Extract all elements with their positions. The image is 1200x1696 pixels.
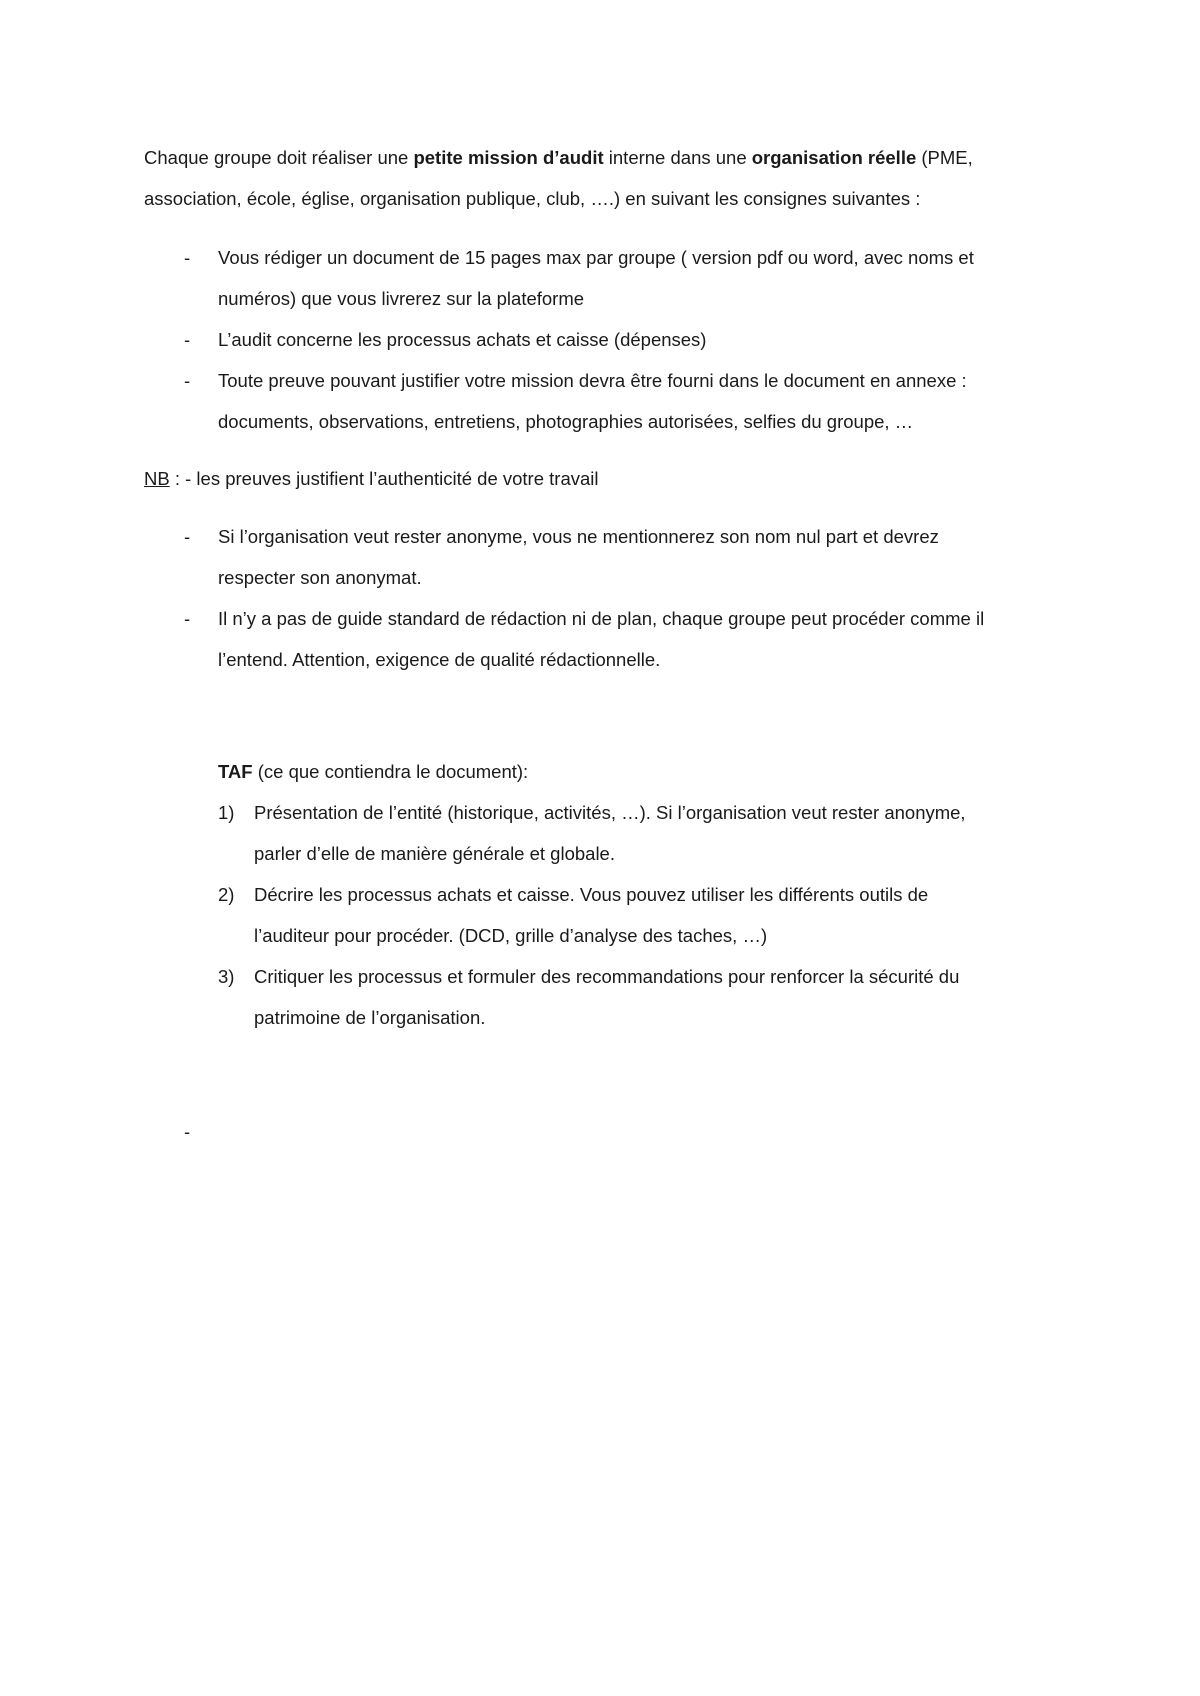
consigne-3-line-1: Toute preuve pouvant justifier votre mission devra être fourni dans le document en annexe : (218, 370, 967, 391)
consigne-3-line-2: documents, observations, entretiens, photographies autorisées, selfies du groupe, … (218, 411, 914, 432)
trailing-dash: - (184, 1121, 191, 1142)
consigne-1-line-1: Vous rédiger un document de 15 pages max par groupe ( version pdf ou word, avec noms et (218, 247, 974, 268)
bullet-dash: - (184, 247, 191, 268)
taf-item-number: 1) (218, 802, 235, 823)
taf-item-3-line-2: patrimoine de l’organisation. (254, 1007, 486, 1028)
consigne-1-line-2: numéros) que vous livrerez sur la plateforme (218, 288, 585, 309)
taf-heading (218, 763, 528, 782)
intro-emphasis-organisation: organisation réelle (751, 147, 917, 168)
bullet-dash: - (184, 370, 191, 391)
bullet-dash: - (184, 329, 191, 350)
taf-item-3-line-1: Critiquer les processus et formuler des recommandations pour renforcer la sécurité du (254, 966, 960, 987)
nb-item-1-line-1: Si l’organisation veut rester anonyme, vous ne mentionnerez son nom nul part et devrez (218, 526, 939, 547)
intro-line-2: association, école, église, organisation publique, club, ….) en suivant les consignes suivantes : (144, 188, 921, 209)
taf-item-1-line-2: parler d’elle de manière générale et globale. (254, 843, 615, 864)
intro-line-1 (144, 149, 973, 168)
nb-text: : - les preuves justifient l’authenticité de votre travail (169, 468, 599, 489)
consigne-2-line-1: L’audit concerne les processus achats et caisse (dépenses) (218, 329, 707, 350)
taf-item-2-line-1: Décrire les processus achats et caisse. Vous pouvez utiliser les différents outils de (254, 884, 929, 905)
nb-item-1-line-2: respecter son anonymat. (218, 567, 422, 588)
bullet-dash: - (184, 608, 191, 629)
nb-item-2-line-1: Il n’y a pas de guide standard de rédaction ni de plan, chaque groupe peut procéder comme il (218, 608, 985, 629)
nb-line (144, 470, 599, 489)
intro-emphasis-mission: petite mission d’audit (413, 147, 604, 168)
nb-label: NB (144, 468, 170, 489)
nb-item-2-line-2: l’entend. Attention, exigence de qualité rédactionnelle. (218, 649, 661, 670)
taf-title: TAF (218, 761, 253, 782)
taf-item-1-line-1: Présentation de l’entité (historique, activités, …). Si l’organisation veut rester anonyme, (254, 802, 966, 823)
taf-title-rest: (ce que contiendra le document): (252, 761, 529, 782)
intro-text: Chaque groupe doit réaliser une (144, 147, 414, 168)
taf-item-number: 3) (218, 966, 235, 987)
taf-item-2-line-2: l’auditeur pour procéder. (DCD, grille d’analyse des taches, …) (254, 925, 768, 946)
taf-item-number: 2) (218, 884, 235, 905)
intro-text: (PME, (916, 147, 973, 168)
intro-text: interne dans une (603, 147, 752, 168)
bullet-dash: - (184, 526, 191, 547)
